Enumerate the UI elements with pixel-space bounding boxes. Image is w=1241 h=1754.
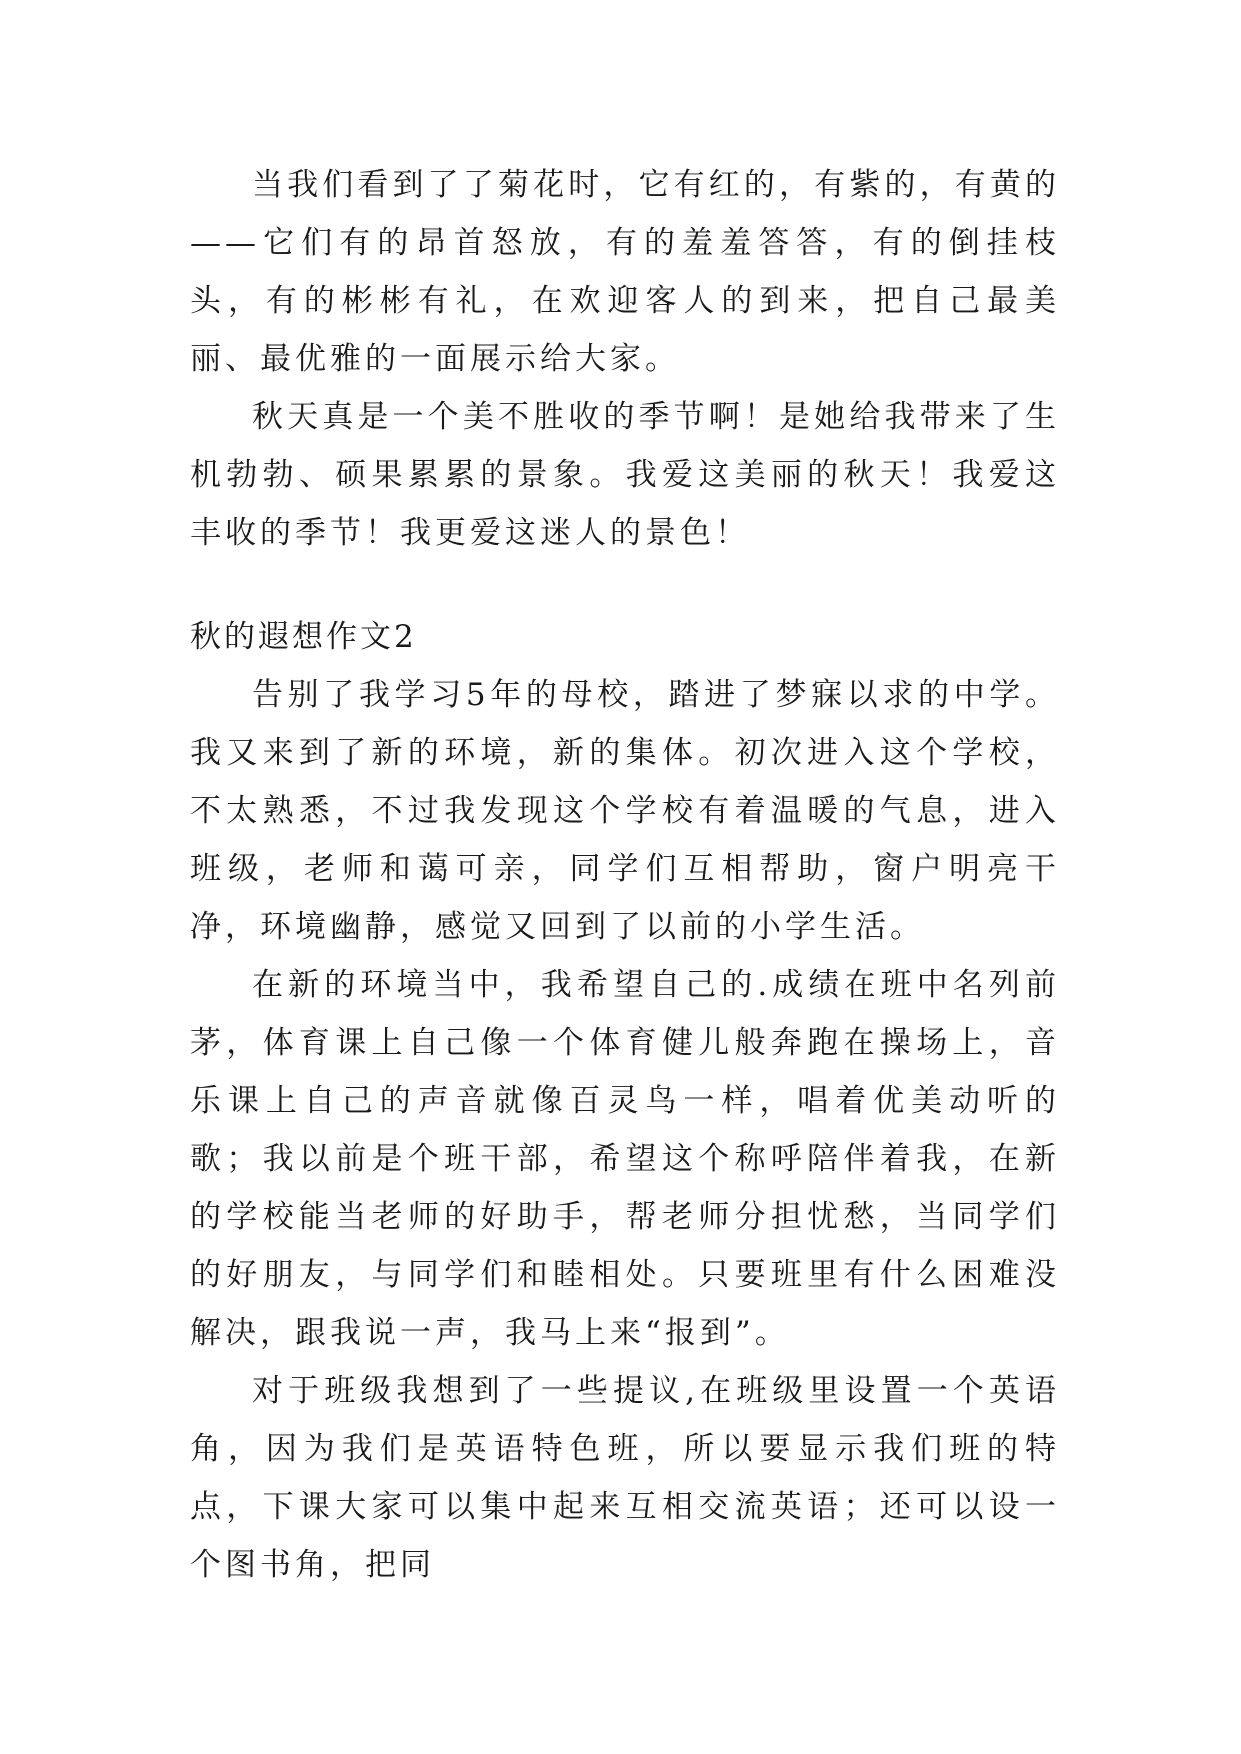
essay-heading: 秋的遐想作文2 xyxy=(190,619,417,655)
paragraph-new-school: 告别了我学习5年的母校，踏进了梦寐以求的中学。我又来到了新的环境，新的集体。初次进入这个学校，不太熟悉，不过我发现这个学校有着温暖的气息，进入班级，老师和蔼可亲，同学们互相帮助，窗户明亮干净，环境幽静，感觉又回到了以前的小学生活。 xyxy=(190,677,1060,945)
essay-section-1 xyxy=(190,156,1060,562)
paragraph-hopes: 在新的环境当中，我希望自己的.成绩在班中名列前茅，体育课上自己像一个体育健儿般奔跑在操场上，音乐课上自己的声音就像百灵鸟一样，唱着优美动听的歌；我以前是个班干部，希望这个称呼陪伴着我，在新的学校能当老师的好助手，帮老师分担忧愁，当同学们的好朋友，与同学们和睦相处。只要班里有什么困难没解决，跟我说一声，我马上来“报到”。 xyxy=(190,967,1060,1351)
paragraph-autumn-praise: 秋天真是一个美不胜收的季节啊！是她给我带来了生机勃勃、硕果累累的景象。我爱这美丽的秋天！我爱这丰收的季节！我更爱这迷人的景色！ xyxy=(190,399,1060,551)
paragraph-class-suggestions: 对于班级我想到了一些提议,在班级里设置一个英语角，因为我们是英语特色班，所以要显示我们班的特点，下课大家可以集中起来互相交流英语；还可以设一个图书角，把同 xyxy=(190,1373,1060,1583)
essay-section-2 xyxy=(190,608,1060,1594)
paragraph-chrysanthemum: 当我们看到了了菊花时，它有红的，有紫的，有黄的——它们有的昂首怒放，有的羞羞答答，有的倒挂枝头，有的彬彬有礼，在欢迎客人的到来，把自己最美丽、最优雅的一面展示给大家。 xyxy=(190,167,1060,377)
